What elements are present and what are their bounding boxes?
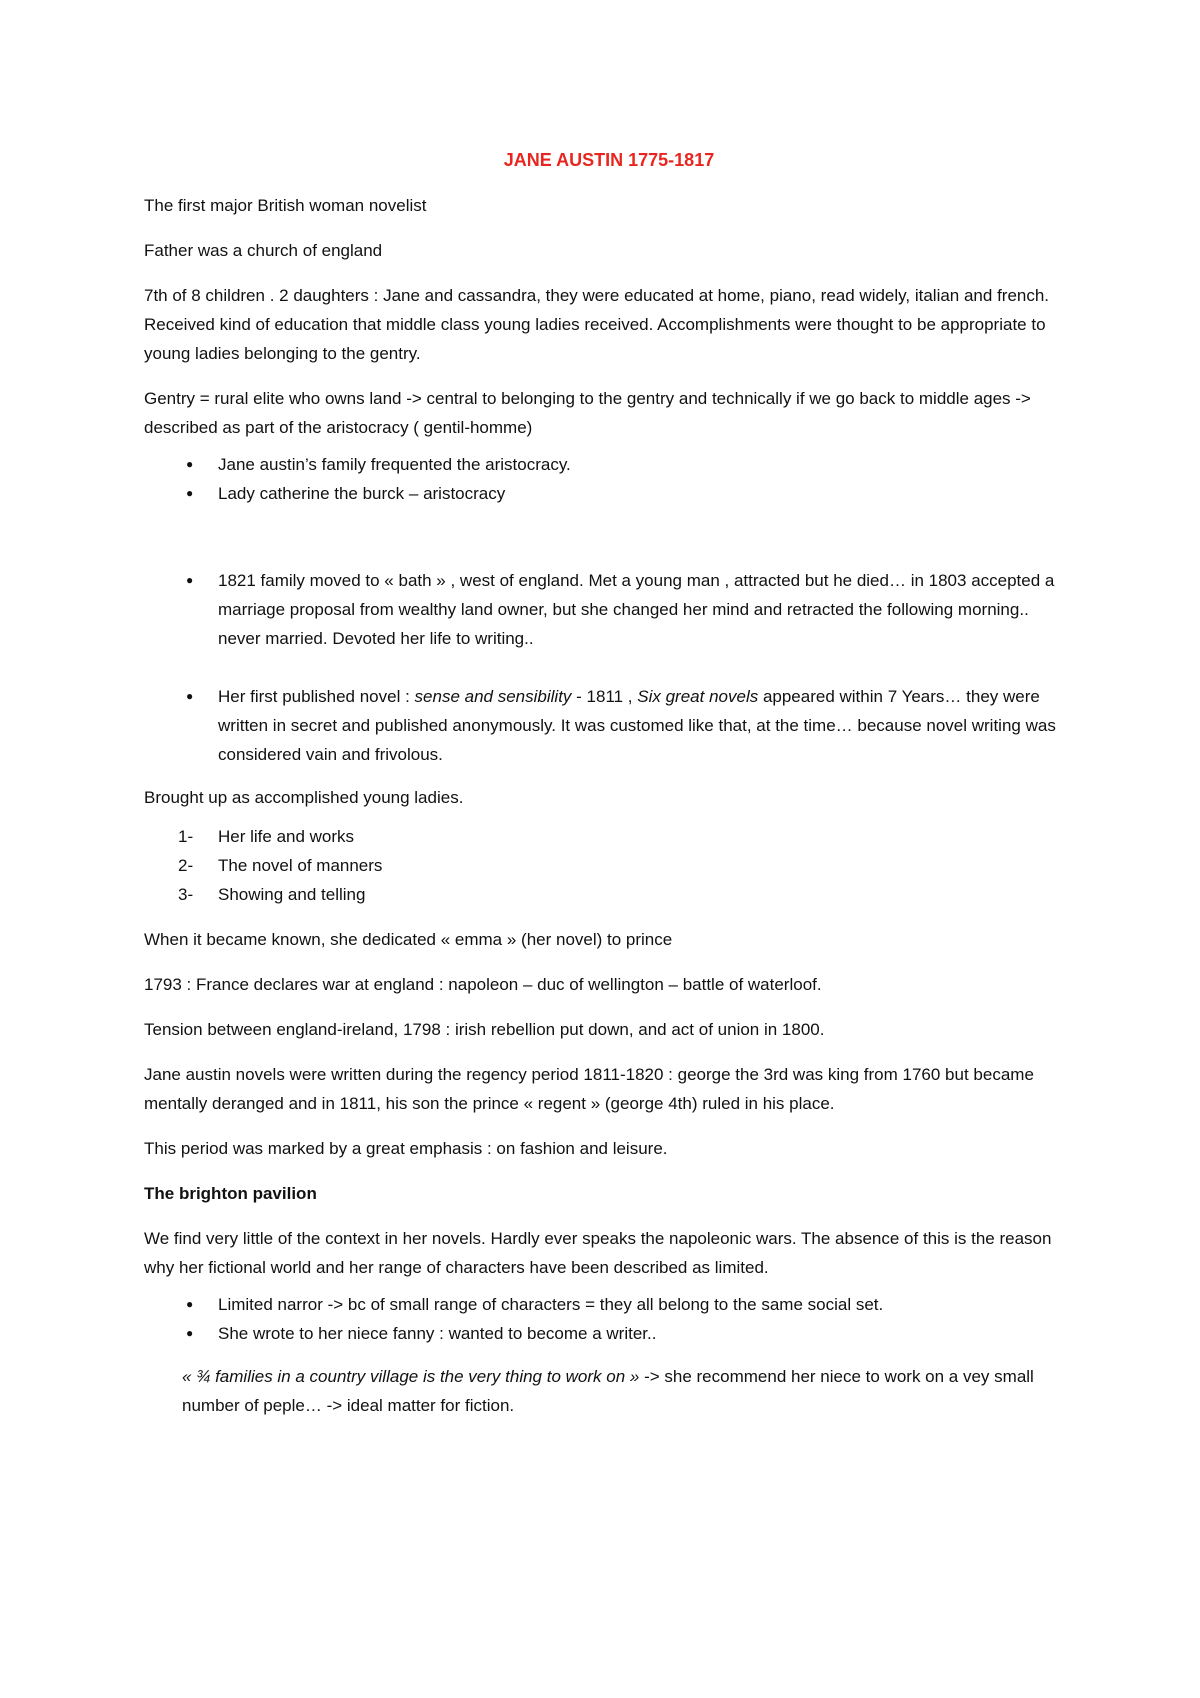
quote-paragraph [144, 1362, 1074, 1420]
list-item-text: Her life and works [218, 827, 355, 846]
paragraph-1793: 1793 : France declares war at england : napoleon – duc of wellington – battle of waterloof. [144, 975, 822, 994]
list-item [144, 1319, 1074, 1348]
list-item [144, 450, 1074, 479]
numbered-list [144, 822, 1074, 909]
document-title: JANE AUSTIN 1775-1817 [503, 150, 715, 170]
list-item-text: Limited narror -> bc of small range of characters = they all belong to the same social set. [218, 1295, 884, 1314]
bullet-icon: ● [186, 486, 194, 500]
bullet-icon: ● [186, 573, 194, 587]
list-item-text: 1821 family moved to « bath » , west of england. Met a young man , attracted but he died… in 1803 accepted a marriage proposal from wealthy land owner, but she changed her mind and retracted the following morning.. never married. Devoted her life to writing.. [218, 571, 1055, 648]
list-item-text: Jane austin’s family frequented the aristocracy. [218, 455, 571, 474]
list-item-text [218, 687, 1056, 764]
novel-text-pre: Her first published novel : [218, 687, 415, 706]
document-body [144, 146, 1074, 1420]
paragraph-father: Father was a church of england [144, 241, 383, 260]
paragraph-intro: The first major British woman novelist [144, 196, 427, 215]
list-number: 2- [178, 856, 194, 875]
novels-count-italic: Six great novels [637, 687, 759, 706]
paragraph-gentry: Gentry = rural elite who owns land -> central to belonging to the gentry and technically if we go back to middle ages -> described as part of the aristocracy ( gentil-homme) [144, 389, 1031, 437]
bullet-list-narrow [144, 1290, 1074, 1348]
list-item [144, 566, 1074, 653]
bullet-icon: ● [186, 689, 194, 703]
bullet-list-bath [144, 566, 1074, 653]
bullet-icon: ● [186, 1326, 194, 1340]
list-item [144, 880, 1074, 909]
paragraph-emma: When it became known, she dedicated « emma » (her novel) to prince [144, 930, 673, 949]
list-item-text: She wrote to her niece fanny : wanted to become a writer.. [218, 1324, 657, 1343]
list-item-text: The novel of manners [218, 856, 383, 875]
paragraph-context: We find very little of the context in her novels. Hardly ever speaks the napoleonic wars. The absence of this is the reason why her fictional world and her range of characters have been described as limited. [144, 1229, 1052, 1277]
novel-text-post: appeared within 7 Years… they were written in secret and published anonymously. It was customed like that, at the time… because novel writing was considered vain and frivolous. [218, 687, 1056, 764]
paragraph-fashion: This period was marked by a great emphasis : on fashion and leisure. [144, 1139, 668, 1158]
list-item [144, 851, 1074, 880]
bullet-list-aristocracy [144, 450, 1074, 508]
list-number: 1- [178, 827, 194, 846]
paragraph-brought-up: Brought up as accomplished young ladies. [144, 788, 464, 807]
list-item [144, 682, 1074, 769]
quote-italic: « ¾ families in a country village is the very thing to work on » [182, 1367, 640, 1386]
section-heading-brighton: The brighton pavilion [144, 1184, 317, 1203]
list-number: 3- [178, 885, 194, 904]
list-item-text: Showing and telling [218, 885, 366, 904]
novel-title-italic: sense and sensibility [414, 687, 572, 706]
paragraph-children: 7th of 8 children . 2 daughters : Jane and cassandra, they were educated at home, piano, read widely, italian and french. Received kind of education that middle class young ladies received. Accomplishments were thought to be appropriate to young ladies belonging to the gentry. [144, 286, 1050, 363]
list-item [144, 479, 1074, 508]
bullet-icon: ● [186, 457, 194, 471]
quote-rest: -> she recommend her niece to work on a vey small number of peple… -> ideal matter for fiction. [182, 1367, 1034, 1415]
list-item-text: Lady catherine the burck – aristocracy [218, 484, 506, 503]
list-item [144, 1290, 1074, 1319]
bullet-list-novels [144, 682, 1074, 769]
list-item [144, 822, 1074, 851]
paragraph-ireland: Tension between england-ireland, 1798 : irish rebellion put down, and act of union in 1800. [144, 1020, 825, 1039]
novel-text-mid: - 1811 , [571, 687, 638, 706]
paragraph-regency: Jane austin novels were written during the regency period 1811-1820 : george the 3rd was king from 1760 but became mentally deranged and in 1811, his son the prince « regent » (george 4th) ruled in his place. [144, 1065, 1034, 1113]
bullet-icon: ● [186, 1297, 194, 1311]
